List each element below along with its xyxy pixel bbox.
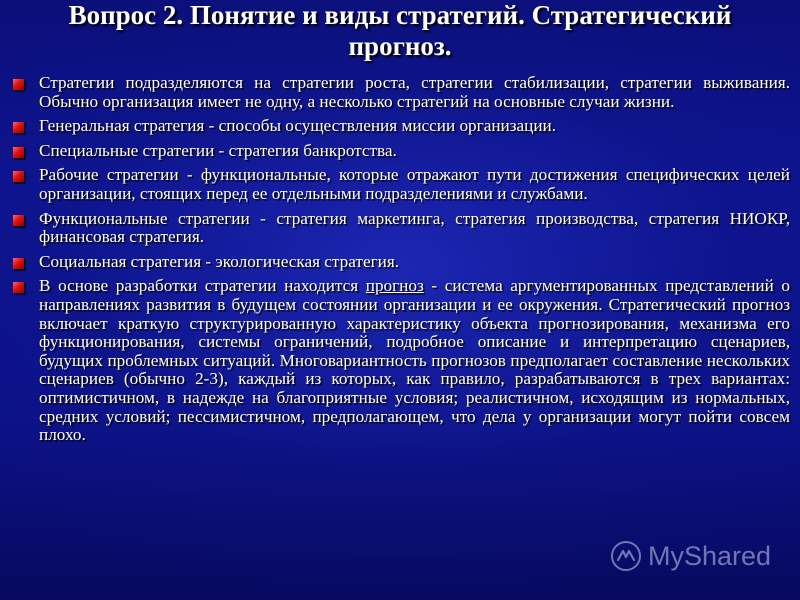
list-item	[10, 117, 790, 136]
list-item	[10, 210, 790, 247]
red-square-bullet-icon	[13, 79, 24, 90]
myshared-logo-icon	[610, 540, 642, 572]
forecast-term: прогноз	[365, 276, 424, 296]
list-item-text: Генеральная стратегия - способы осуществления миссии организации.	[39, 116, 557, 136]
list-item-text: Специальные стратегии - стратегия банкротства.	[39, 140, 397, 160]
list-item	[10, 166, 790, 203]
list-item-text: Социальная стратегия - экологическая стратегия.	[39, 251, 400, 271]
red-square-bullet-icon	[13, 258, 24, 269]
red-square-bullet-icon	[13, 215, 24, 226]
list-item-text: Функциональные стратегии - стратегия маркетинга, стратегия производства, стратегия НИОКР, финансовая стратегия.	[39, 208, 790, 247]
red-square-bullet-icon	[13, 122, 24, 133]
watermark-text: MyShared	[648, 541, 772, 571]
list-item	[10, 253, 790, 272]
list-item	[10, 142, 790, 161]
red-square-bullet-icon	[13, 282, 24, 293]
list-item-forecast	[10, 277, 790, 444]
red-square-bullet-icon	[13, 147, 24, 158]
list-item-text-before: В основе разработки стратегии находится	[39, 276, 366, 296]
list-item-text-after: - система аргументированных представлений о направлениях развития в будущем состоянии организации и ее окружения. Стратегический прогноз включает краткую структурированную характеристику объекта прогнозирования, механизма его функционирования, системы ограничений, подробное описание и интерпретацию сценариев, будущих проблемных ситуаций. Многовариантность прогнозов предполагает составление нескольких сценариев (обычно 2-3), каждый из которых, как правило, разрабатываются в трех вариантах: оптимистичном, в надежде на благоприятные условия; реалистичном, исходящим из нормальных, средних условий; пессимистичном, предполагающем, что дела у организации могут пойти совсем плохо.	[39, 276, 790, 445]
slide-title: Вопрос 2. Понятие и виды стратегий. Стратегический прогноз.	[68, 0, 732, 61]
list-item	[10, 74, 790, 111]
bullet-list	[10, 74, 790, 445]
myshared-watermark	[610, 538, 780, 578]
list-item-text: Стратегии подразделяются на стратегии роста, стратегии стабилизации, стратегии выживания. Обычно организация имеет не одну, а несколько стратегий на основные случаи жизни.	[39, 73, 790, 111]
list-item-text: Рабочие стратегии - функциональные, которые отражают пути достижения специфических целей организации, стоящих перед ее отдельными подразделениями и службами.	[39, 165, 790, 203]
red-square-bullet-icon	[13, 171, 24, 182]
